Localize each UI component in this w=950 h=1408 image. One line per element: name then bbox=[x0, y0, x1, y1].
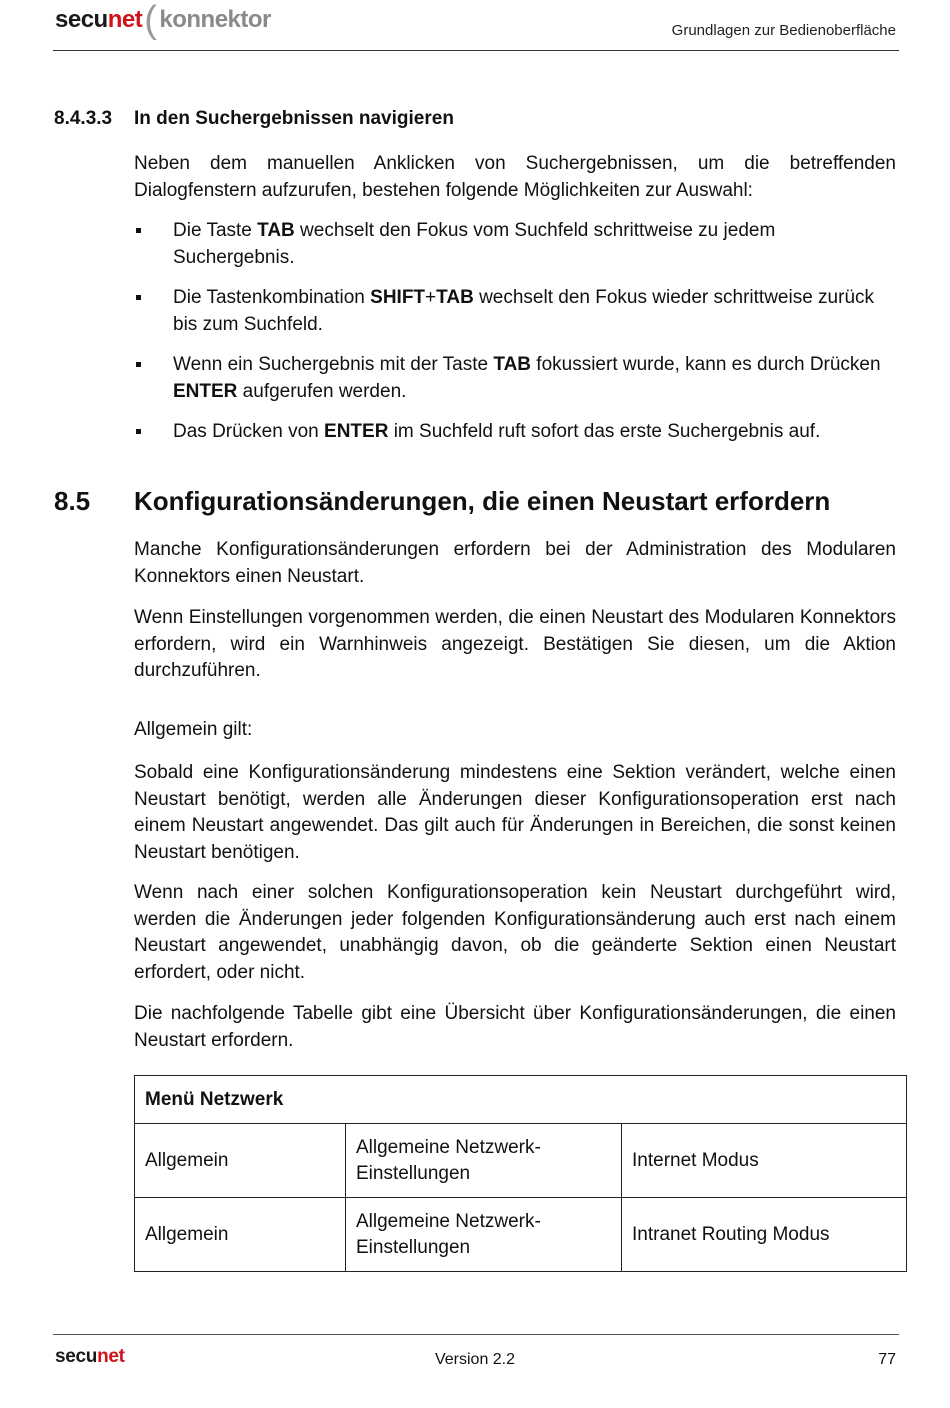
bullet-text: Die Tastenkombination bbox=[173, 287, 371, 308]
bullet-square-icon bbox=[136, 429, 141, 434]
navigation-bullet-list bbox=[134, 218, 894, 460]
body-paragraph: Wenn nach einer solchen Konfigurationsoperation kein Neustart durchgeführt wird, werden die Änderungen jeder folgenden Konfigurationsänderung auch erst nach einem Neustart angewendet, unabhängig davon, ob die geänderte Sektion einen Neustart erfordert, oder nicht. bbox=[134, 882, 896, 983]
key-label: TAB bbox=[493, 354, 532, 375]
footer-divider bbox=[53, 1334, 899, 1335]
bullet-text: + bbox=[425, 287, 437, 308]
bullet-item bbox=[134, 285, 894, 338]
key-label: TAB bbox=[436, 287, 474, 308]
section-heading-8-4-3-3 bbox=[54, 108, 454, 130]
body-paragraph: Allgemein gilt: bbox=[134, 719, 253, 740]
bullet-square-icon bbox=[136, 228, 141, 233]
logo-text-net: net bbox=[97, 1346, 125, 1367]
body-paragraph: Die nachfolgende Tabelle gibt eine Übersicht über Konfigurationsänderungen, die einen Neustart erfordern. bbox=[134, 1003, 896, 1051]
section-heading-8-5 bbox=[54, 486, 830, 517]
section-title: In den Suchergebnissen navigieren bbox=[134, 108, 454, 129]
key-label: ENTER bbox=[173, 380, 238, 402]
table-heading-row bbox=[135, 1076, 907, 1124]
body-paragraph: Sobald eine Konfigurationsänderung mindestens eine Sektion verändert, welche einen Neustart benötigt, werden alle Änderungen dieser Konfigurationsoperation erst nach einem Neustart angewendet. Das gilt auch für Änderungen in Bereichen, die sonst keinen Neustart benötigen. bbox=[134, 762, 896, 863]
section-number: 8.5 bbox=[54, 486, 91, 516]
key-label: SHIFT bbox=[370, 287, 426, 308]
document-version: Version 2.2 bbox=[434, 1351, 516, 1368]
bullet-text: Die Taste bbox=[173, 220, 258, 241]
section-intro-paragraph: Neben dem manuellen Anklicken von Suchergebnissen, um die betreffenden Dialogfenstern aufzurufen, bestehen folgende Möglichkeiten zur Auswahl: bbox=[134, 153, 896, 201]
bullet-square-icon bbox=[136, 295, 141, 300]
section-title: Konfigurationsänderungen, die einen Neustart erfordern bbox=[134, 486, 831, 516]
table-cell: Internet Modus bbox=[622, 1124, 907, 1198]
logo-text-konnektor: konnektor bbox=[159, 6, 271, 33]
bullet-text: wechselt den Fokus wieder schrittweise zurück bis zum Suchfeld. bbox=[173, 287, 875, 335]
table-cell: Allgemein bbox=[135, 1124, 346, 1198]
restart-config-table bbox=[134, 1075, 907, 1272]
bullet-item bbox=[134, 352, 894, 405]
table-cell: Intranet Routing Modus bbox=[622, 1198, 907, 1272]
table-row bbox=[135, 1198, 907, 1272]
key-label: ENTER bbox=[324, 421, 389, 442]
bullet-text: wechselt den Fokus vom Suchfeld schrittweise zu jedem Suchergebnis. bbox=[173, 220, 776, 268]
logo-text-secu: secu bbox=[55, 1346, 98, 1367]
table-cell: Allgemeine Netzwerk-Einstellungen bbox=[346, 1124, 622, 1198]
bullet-text: im Suchfeld ruft sofort das erste Suchergebnis auf. bbox=[388, 421, 821, 442]
bullet-square-icon bbox=[136, 362, 141, 367]
bullet-text: fokussiert wurde, kann es durch Drücken bbox=[531, 354, 881, 375]
bullet-text: Wenn ein Suchergebnis mit der Taste bbox=[173, 354, 494, 375]
bullet-item bbox=[134, 218, 894, 271]
key-label: TAB bbox=[257, 220, 295, 241]
table-cell: Allgemeine Netzwerk-Einstellungen bbox=[346, 1198, 622, 1272]
bullet-text: aufgerufen werden. bbox=[237, 380, 407, 402]
section-number: 8.4.3.3 bbox=[54, 108, 113, 129]
bullet-text: Das Drücken von bbox=[173, 421, 325, 442]
secunet-konnektor-logo bbox=[55, 0, 271, 40]
logo-text-net: net bbox=[107, 6, 143, 33]
bullet-item bbox=[134, 419, 894, 446]
page-number: 77 bbox=[878, 1351, 896, 1368]
running-header-title: Grundlagen zur Bedienoberfläche bbox=[671, 22, 896, 39]
logo-text-secu: secu bbox=[55, 6, 108, 33]
logo-paren: ( bbox=[144, 0, 157, 41]
body-paragraph: Wenn Einstellungen vorgenommen werden, die einen Neustart des Modularen Konnektors erfordern, wird ein Warnhinweis angezeigt. Bestätigen Sie diesen, um die Aktion durchzuführen. bbox=[134, 607, 896, 681]
table-cell: Allgemein bbox=[135, 1198, 346, 1272]
header-divider bbox=[53, 50, 899, 51]
body-paragraph: Manche Konfigurationsänderungen erfordern bei der Administration des Modularen Konnektors einen Neustart. bbox=[134, 539, 896, 587]
table-heading-cell: Menü Netzwerk bbox=[135, 1076, 907, 1124]
table-row bbox=[135, 1124, 907, 1198]
